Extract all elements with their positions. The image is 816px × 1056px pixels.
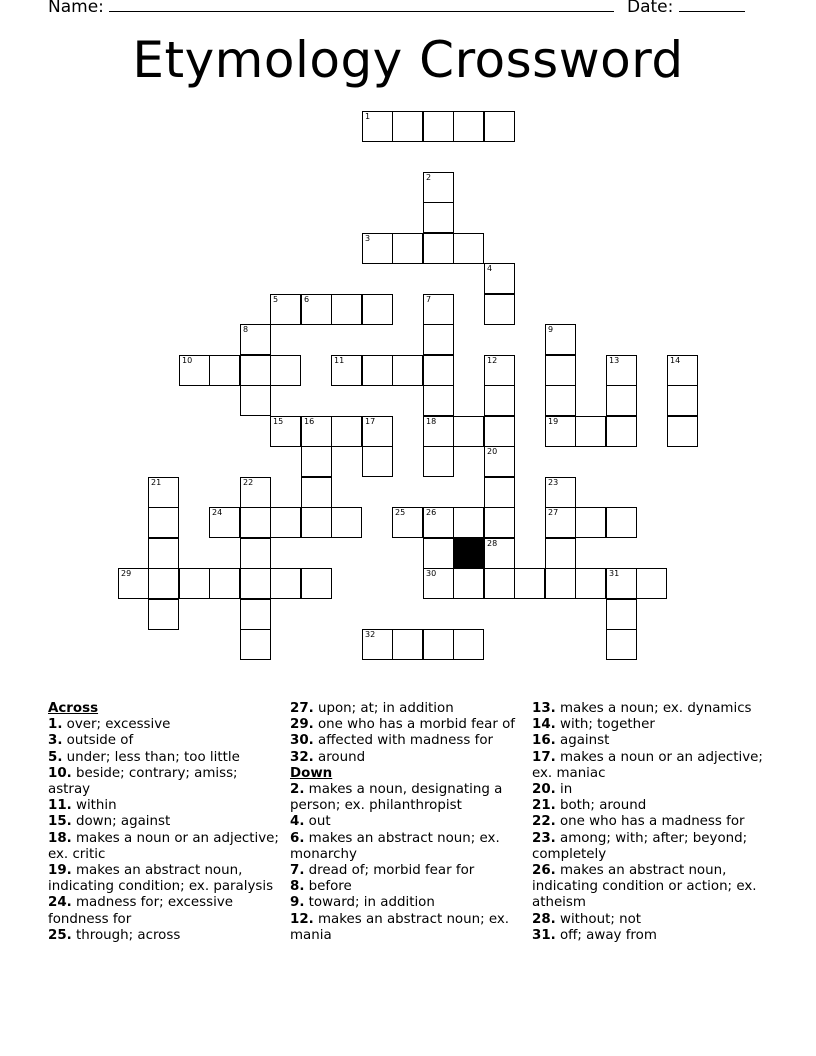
clue-item-number: 2. [290,782,305,798]
clue-item [48,814,280,830]
clue-item-number: 12. [290,911,314,927]
clue-item [48,895,280,927]
grid-cell[interactable] [331,294,362,325]
grid-cell[interactable] [148,477,179,508]
clue-item-number: 20. [532,782,556,798]
grid-cell[interactable] [331,507,362,538]
grid-cell[interactable] [270,568,301,599]
grid-cell[interactable] [423,111,454,142]
clue-number: 2 [426,173,432,182]
grid-cell[interactable] [240,599,271,630]
grid-cell[interactable] [331,355,362,386]
grid-cell[interactable] [240,507,271,538]
clue-item-number: 31. [532,927,556,943]
grid-cell[interactable] [240,629,271,660]
grid-cell[interactable] [362,446,393,477]
grid-cell[interactable] [484,507,515,538]
clue-item [532,750,764,782]
clue-item-text: out [304,814,331,830]
name-label: Name: [48,0,104,17]
clue-item-text: upon; at; in addition [313,701,454,716]
clue-item-text: without; not [555,911,642,927]
grid-cell[interactable] [575,507,606,538]
clue-number: 1 [365,112,371,121]
clue-item [532,912,764,928]
clue-item-number: 29. [290,717,314,733]
grid-cell[interactable] [484,294,515,325]
clue-item-text: makes a noun; ex. dynamics [555,701,752,716]
clue-number: 10 [182,356,193,365]
clue-item-number: 30. [290,733,314,749]
clue-item-text: over; excessive [62,717,171,733]
grid-cell[interactable] [392,355,423,386]
clue-section-heading: Down [290,765,333,781]
clue-number: 6 [304,295,310,304]
clue-number: 13 [609,356,620,365]
grid-cell[interactable] [575,416,606,447]
clue-item [290,879,522,895]
clue-item-number: 14. [532,717,556,733]
clue-item [290,717,522,733]
clue-number: 24 [212,508,223,517]
grid-cell[interactable] [392,111,423,142]
clue-number: 12 [487,356,498,365]
grid-cell[interactable] [606,599,637,630]
clue-item-text: dread of; morbid fear for [304,863,475,879]
clue-item-number: 16. [532,733,556,749]
clue-number: 17 [365,417,376,426]
clue-item-number: 17. [532,749,556,765]
clue-number: 5 [273,295,279,304]
grid-cell[interactable] [484,568,515,599]
grid-cell[interactable] [453,233,484,264]
clue-item-number: 18. [48,830,72,846]
clue-number: 14 [670,356,681,365]
grid-cell[interactable] [484,385,515,416]
grid-cell[interactable] [240,538,271,569]
grid-cell[interactable] [484,477,515,508]
clue-item-number: 9. [290,895,305,911]
grid-cell[interactable] [667,416,698,447]
clue-item [532,928,764,944]
clue-number: 23 [548,478,559,487]
clue-item [290,912,522,944]
grid-cell[interactable] [148,507,179,538]
clue-section-heading: Across [48,701,99,716]
grid-cell[interactable] [636,568,667,599]
grid-cell[interactable] [270,294,301,325]
grid-cell[interactable] [270,416,301,447]
clue-number: 22 [243,478,254,487]
grid-cell[interactable] [423,629,454,660]
clue-item-text: through; across [71,927,181,943]
grid-cell[interactable] [270,355,301,386]
clue-item-text: madness for; excessive fondness for [48,895,233,927]
clue-item-text: outside of [62,733,134,749]
clue-item-text: in [555,782,573,798]
clue-number: 16 [304,417,315,426]
grid-cell[interactable] [423,507,454,538]
clue-item-number: 32. [290,749,314,765]
grid-cell[interactable] [484,538,515,569]
grid-cell[interactable] [301,416,332,447]
clue-item [532,798,764,814]
grid-cell[interactable] [179,355,210,386]
grid-cell[interactable] [270,507,301,538]
clue-item-number: 1. [48,717,63,733]
clue-number: 31 [609,569,620,578]
grid-cell[interactable] [362,233,393,264]
grid-cell[interactable] [240,568,271,599]
clue-number: 3 [365,234,371,243]
grid-cell[interactable] [362,111,393,142]
clue-item [290,782,522,814]
grid-cell[interactable] [453,629,484,660]
grid-cell[interactable] [240,385,271,416]
grid-cell[interactable] [362,416,393,447]
grid-cell[interactable] [545,355,576,386]
clue-item-text: under; less than; too little [62,749,240,765]
grid-cell[interactable] [545,477,576,508]
clue-item [48,863,280,895]
grid-cell[interactable] [301,446,332,477]
clue-item-number: 5. [48,749,63,765]
grid-cell[interactable] [545,507,576,538]
clues-column-3 [532,701,764,944]
clue-item-text: makes a noun or an adjective; ex. maniac [532,749,763,781]
grid-cell[interactable] [209,355,240,386]
grid-cell[interactable] [606,507,637,538]
date-label: Date: [627,0,674,17]
clue-item-text: toward; in addition [304,895,435,911]
grid-cell[interactable] [240,324,271,355]
clues-column-2 [290,701,522,944]
clue-item-number: 23. [532,830,556,846]
clues-column-1 [48,701,280,944]
clue-item [532,782,764,798]
grid-cell[interactable] [118,568,149,599]
grid-cell[interactable] [301,477,332,508]
grid-cell[interactable] [453,416,484,447]
grid-cell[interactable] [423,416,454,447]
grid-cell[interactable] [423,446,454,477]
clue-number: 19 [548,417,559,426]
clue-item-number: 24. [48,895,72,911]
clue-item [532,814,764,830]
clue-item [48,766,280,798]
clue-number: 8 [243,325,249,334]
grid-cell[interactable] [423,324,454,355]
grid-cell[interactable] [545,416,576,447]
clue-item [290,831,522,863]
clue-item [48,733,280,749]
grid-cell[interactable] [301,568,332,599]
clue-number: 32 [365,630,376,639]
grid-cell[interactable] [545,324,576,355]
grid-cell[interactable] [606,629,637,660]
grid-cell[interactable] [423,202,454,233]
clue-item-number: 8. [290,879,305,895]
clue-number: 9 [548,325,554,334]
clue-item-text: makes an abstract noun; ex. monarchy [290,830,500,862]
clue-item-text: among; with; after; beyond; completely [532,830,748,862]
clue-item-text: makes an abstract noun, indicating condition; ex. paralysis [48,863,274,895]
grid-cell[interactable] [331,416,362,447]
grid-cell[interactable] [423,568,454,599]
clue-item-text: with; together [555,717,655,733]
clue-item [48,831,280,863]
grid-cell[interactable] [606,355,637,386]
clue-item [532,863,764,912]
grid-cell[interactable] [209,568,240,599]
grid-cell[interactable] [484,355,515,386]
grid-cell[interactable] [392,629,423,660]
grid-cell[interactable] [148,538,179,569]
page-title: Etymology Crossword [132,31,684,89]
grid-cell[interactable] [423,385,454,416]
clue-item [48,928,280,944]
clue-item-text: around [313,749,366,765]
grid-cell[interactable] [545,538,576,569]
clue-item-text: off; away from [555,927,657,943]
grid-cell[interactable] [209,507,240,538]
clue-item-text: makes a noun or an adjective; ex. critic [48,830,279,862]
clue-number: 4 [487,264,493,273]
clue-number: 20 [487,447,498,456]
grid-cell[interactable] [484,446,515,477]
grid-cell[interactable] [179,568,210,599]
clue-number: 28 [487,539,498,548]
clue-item-text: against [555,733,610,749]
grid-cell[interactable] [148,599,179,630]
clue-item-number: 13. [532,701,556,716]
clue-number: 29 [121,569,132,578]
clue-number: 21 [151,478,162,487]
clue-item-number: 28. [532,911,556,927]
clue-item-number: 19. [48,863,72,879]
clue-item-number: 26. [532,863,556,879]
grid-cell[interactable] [453,568,484,599]
clue-item-number: 6. [290,830,305,846]
clue-item [532,701,764,717]
clue-number: 7 [426,295,432,304]
grid-cell[interactable] [514,568,545,599]
grid-cell[interactable] [484,263,515,294]
clue-item-text: before [304,879,352,895]
clue-item-text: within [71,798,117,814]
grid-cell[interactable] [545,385,576,416]
clue-item [290,750,522,766]
clue-item-text: one who has a morbid fear of [313,717,515,733]
grid-cell[interactable] [667,385,698,416]
grid-cell[interactable] [423,294,454,325]
clue-number: 26 [426,508,437,517]
clue-item-number: 22. [532,814,556,830]
grid-cell[interactable] [362,294,393,325]
clue-number: 11 [334,356,345,365]
clue-item-text: affected with madness for [313,733,494,749]
clue-item-text: makes an abstract noun, indicating condition or action; ex. atheism [532,863,757,911]
grid-cell[interactable] [453,111,484,142]
clue-item-text: beside; contrary; amiss; astray [48,765,238,798]
grid-cell[interactable] [545,568,576,599]
clue-item-text: down; against [71,814,171,830]
grid-cell[interactable] [575,568,606,599]
clue-item-number: 11. [48,798,72,814]
grid-cell[interactable] [423,233,454,264]
clue-item [48,798,280,814]
grid-cell[interactable] [423,355,454,386]
clue-item-text: one who has a madness for [555,814,745,830]
grid-cell[interactable] [423,538,454,569]
clue-item-number: 15. [48,814,72,830]
clue-item-number: 7. [290,863,305,879]
clue-item-text: makes a noun, designating a person; ex. philanthropist [290,782,503,814]
clue-item-number: 27. [290,701,314,716]
grid-cell[interactable] [484,416,515,447]
clue-item [532,717,764,733]
grid-cell[interactable] [301,294,332,325]
clue-number: 18 [426,417,437,426]
grid-cell[interactable] [667,355,698,386]
clue-item [290,701,522,717]
grid-cell[interactable] [606,416,637,447]
grid-block [453,538,484,569]
clue-item-number: 3. [48,733,63,749]
clue-item [48,717,280,733]
clue-item [532,733,764,749]
clue-item [290,895,522,911]
grid-cell[interactable] [301,507,332,538]
grid-cell[interactable] [453,507,484,538]
grid-cell[interactable] [392,507,423,538]
grid-cell[interactable] [392,233,423,264]
grid-cell[interactable] [606,385,637,416]
clue-item [532,831,764,863]
clue-item-number: 4. [290,814,305,830]
clue-item-text: both; around [555,798,647,814]
clue-item [48,750,280,766]
grid-cell[interactable] [148,568,179,599]
grid-cell[interactable] [362,629,393,660]
grid-cell[interactable] [423,172,454,203]
clue-item [290,863,522,879]
grid-cell[interactable] [240,477,271,508]
grid-cell[interactable] [240,355,271,386]
clue-item [290,814,522,830]
clue-item-number: 10. [48,765,72,781]
clue-item-number: 21. [532,798,556,814]
clue-item-text: makes an abstract noun; ex. mania [290,911,510,943]
clue-number: 27 [548,508,559,517]
clue-item-number: 25. [48,927,72,943]
grid-cell[interactable] [484,111,515,142]
clue-item [290,733,522,749]
clue-number: 15 [273,417,284,426]
clue-number: 25 [395,508,406,517]
clue-number: 30 [426,569,437,578]
grid-cell[interactable] [362,355,393,386]
grid-cell[interactable] [606,568,637,599]
